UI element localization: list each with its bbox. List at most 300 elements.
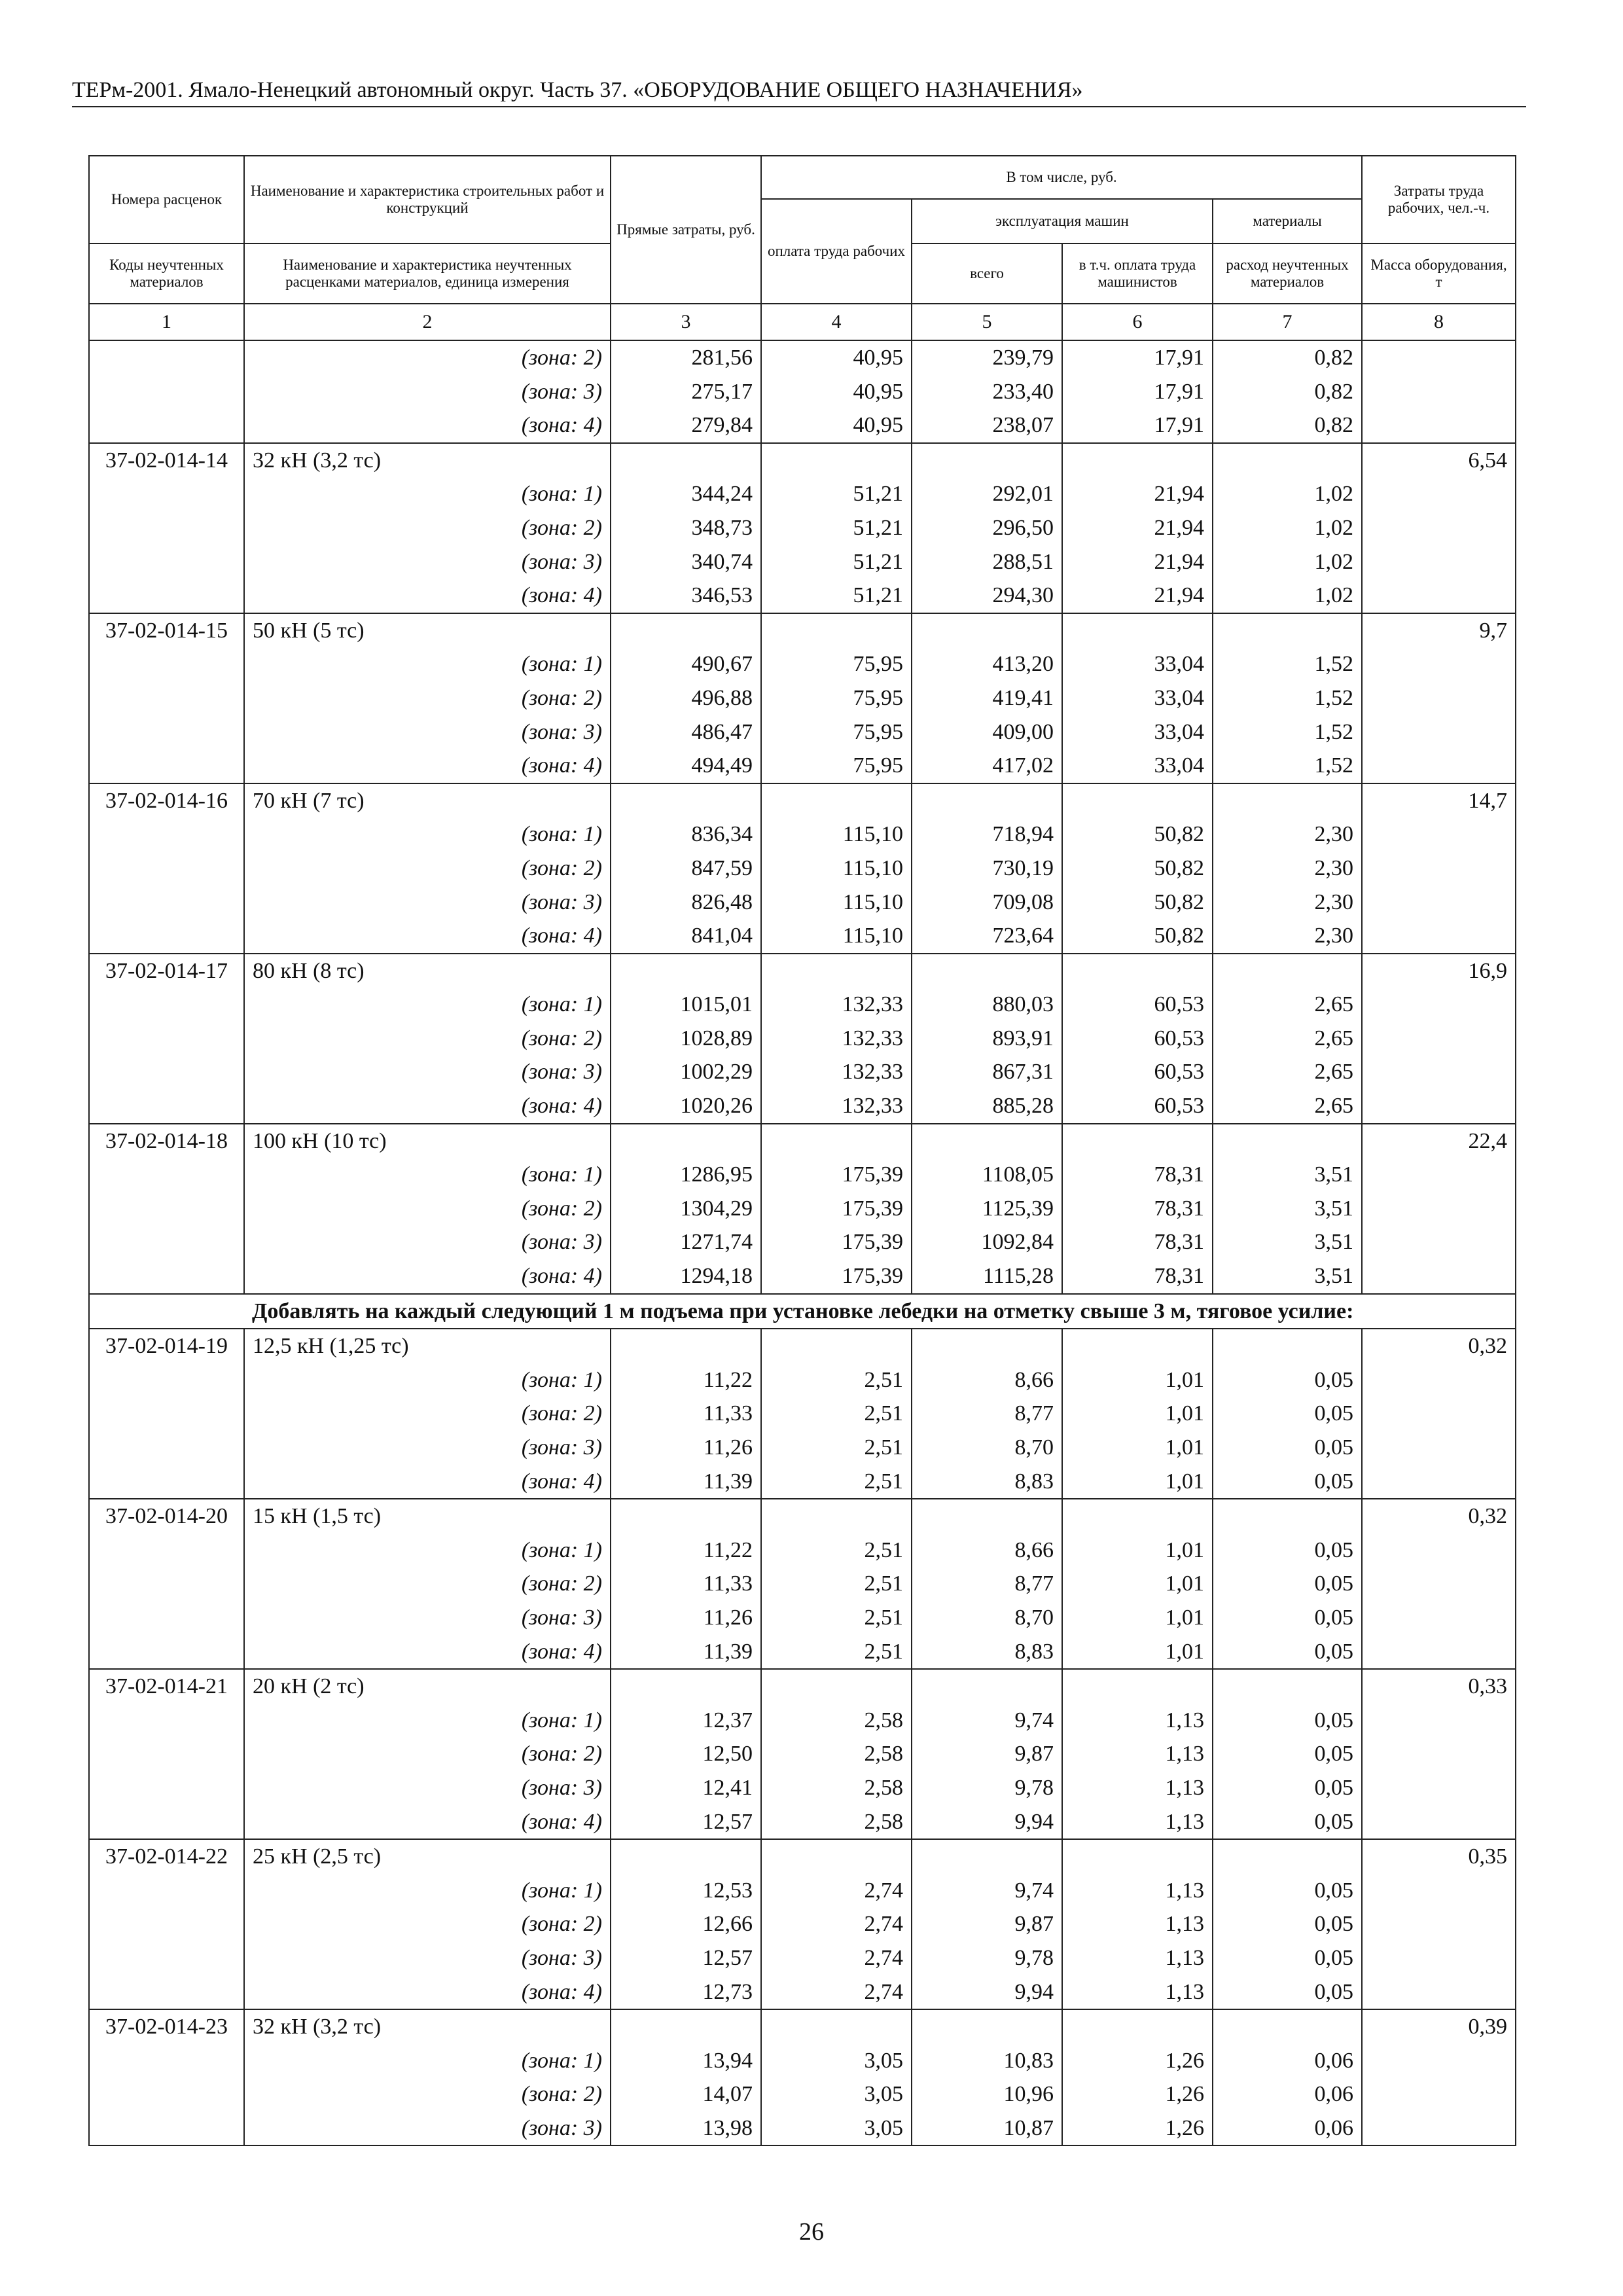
materials-cell: 3,51: [1213, 1192, 1362, 1226]
machines-total-cell: 8,70: [912, 1601, 1062, 1635]
empty-cell: [1362, 817, 1516, 852]
labor-pay-cell: 2,74: [761, 1975, 912, 2010]
empty-cell: [1062, 613, 1213, 648]
rate-name: 32 кН (3,2 тс): [244, 443, 611, 478]
zone-row: [89, 1158, 1516, 1192]
empty-cell: [761, 1329, 912, 1363]
zone-row: [89, 1567, 1516, 1601]
machinist-pay-cell: 21,94: [1062, 545, 1213, 579]
machines-total-cell: 8,66: [912, 1363, 1062, 1397]
zone-row: [89, 817, 1516, 852]
zone-label: (зона: 1): [244, 2044, 611, 2078]
empty-cell: [1362, 1907, 1516, 1941]
empty-cell: [1362, 647, 1516, 681]
machines-total-cell: 8,77: [912, 1567, 1062, 1601]
zone-row: [89, 477, 1516, 511]
zone-label: (зона: 1): [244, 1704, 611, 1738]
empty-cell: [1062, 783, 1213, 818]
direct-costs-cell: 340,74: [611, 545, 761, 579]
machines-total-cell: 9,74: [912, 1874, 1062, 1908]
zone-row: [89, 545, 1516, 579]
empty-cell: [1062, 443, 1213, 478]
empty-cell: [1062, 1329, 1213, 1363]
machinist-pay-cell: 21,94: [1062, 511, 1213, 545]
machines-total-cell: 885,28: [912, 1089, 1062, 1124]
labor-pay-cell: 115,10: [761, 919, 912, 954]
labor-pay-cell: 132,33: [761, 988, 912, 1022]
rate-name: 50 кН (5 тс): [244, 613, 611, 648]
zone-label: (зона: 4): [244, 1975, 611, 2010]
empty-cell: [1362, 681, 1516, 715]
empty-cell: [1362, 1089, 1516, 1124]
empty-cell: [89, 1534, 244, 1568]
zone-label: (зона: 1): [244, 817, 611, 852]
empty-cell: [912, 1329, 1062, 1363]
zone-label: (зона: 2): [244, 1397, 611, 1431]
col-number: 8: [1362, 304, 1516, 340]
direct-costs-cell: 12,57: [611, 1805, 761, 1840]
machinist-pay-cell: 1,13: [1062, 1975, 1213, 2010]
labor-pay-cell: 3,05: [761, 2077, 912, 2111]
machines-total-cell: 288,51: [912, 545, 1062, 579]
rate-row: [89, 2009, 1516, 2044]
empty-cell: [89, 2077, 244, 2111]
empty-cell: [89, 1431, 244, 1465]
labor-pay-cell: 2,51: [761, 1465, 912, 1499]
machines-total-cell: 9,78: [912, 1941, 1062, 1975]
materials-cell: 3,51: [1213, 1259, 1362, 1294]
labor-pay-cell: 40,95: [761, 340, 912, 375]
empty-cell: [611, 1499, 761, 1534]
labor-pay-cell: 115,10: [761, 852, 912, 886]
empty-cell: [761, 1124, 912, 1158]
materials-cell: 1,52: [1213, 647, 1362, 681]
col-number: 1: [89, 304, 244, 340]
col-materials-header: материалы: [1213, 199, 1362, 243]
empty-cell: [89, 1805, 244, 1840]
empty-cell: [1362, 375, 1516, 409]
rate-row: [89, 443, 1516, 478]
zone-label: (зона: 2): [244, 852, 611, 886]
zone-label: (зона: 4): [244, 749, 611, 783]
zone-row: [89, 2111, 1516, 2146]
machinist-pay-cell: 33,04: [1062, 715, 1213, 749]
empty-cell: [1362, 1397, 1516, 1431]
empty-cell: [89, 1601, 244, 1635]
labor-pay-cell: 40,95: [761, 375, 912, 409]
zone-label: (зона: 3): [244, 1055, 611, 1089]
empty-cell: [1362, 1225, 1516, 1259]
col-machines-header: эксплуатация машин: [912, 199, 1213, 243]
zone-row: [89, 1534, 1516, 1568]
rate-code: 37-02-014-14: [89, 443, 244, 478]
empty-cell: [89, 2111, 244, 2146]
labor-cost-cell: 0,35: [1362, 1839, 1516, 1874]
empty-cell: [89, 1225, 244, 1259]
machines-total-cell: 723,64: [912, 919, 1062, 954]
materials-cell: 1,02: [1213, 545, 1362, 579]
machinist-pay-cell: 17,91: [1062, 375, 1213, 409]
machinist-pay-cell: 1,01: [1062, 1465, 1213, 1499]
col-number: 6: [1062, 304, 1213, 340]
machinist-pay-cell: 1,01: [1062, 1635, 1213, 1670]
empty-cell: [89, 1363, 244, 1397]
empty-cell: [1362, 1941, 1516, 1975]
zone-row: [89, 1874, 1516, 1908]
empty-cell: [89, 1941, 244, 1975]
rate-code: 37-02-014-22: [89, 1839, 244, 1874]
rate-row: [89, 1329, 1516, 1363]
empty-cell: [1362, 1158, 1516, 1192]
empty-cell: [761, 954, 912, 988]
empty-cell: [89, 375, 244, 409]
rate-row: [89, 1669, 1516, 1704]
direct-costs-cell: 12,73: [611, 1975, 761, 2010]
direct-costs-cell: 826,48: [611, 886, 761, 920]
rate-code: 37-02-014-18: [89, 1124, 244, 1158]
machinist-pay-cell: 1,13: [1062, 1805, 1213, 1840]
labor-pay-cell: 2,58: [761, 1737, 912, 1771]
machines-total-cell: 294,30: [912, 579, 1062, 613]
materials-cell: 0,05: [1213, 1601, 1362, 1635]
empty-cell: [89, 886, 244, 920]
materials-cell: 3,51: [1213, 1158, 1362, 1192]
machinist-pay-cell: 1,01: [1062, 1431, 1213, 1465]
labor-pay-cell: 2,51: [761, 1601, 912, 1635]
labor-cost-cell: 6,54: [1362, 443, 1516, 478]
zone-label: (зона: 4): [244, 1089, 611, 1124]
col-number: 7: [1213, 304, 1362, 340]
rate-name: 100 кН (10 тс): [244, 1124, 611, 1158]
zone-label: (зона: 1): [244, 647, 611, 681]
machines-total-cell: 10,87: [912, 2111, 1062, 2146]
empty-cell: [611, 443, 761, 478]
empty-cell: [1362, 715, 1516, 749]
machinist-pay-cell: 1,01: [1062, 1534, 1213, 1568]
zone-row: [89, 749, 1516, 783]
direct-costs-cell: 11,39: [611, 1465, 761, 1499]
zone-label: (зона: 4): [244, 579, 611, 613]
zone-row: [89, 408, 1516, 443]
machinist-pay-cell: 33,04: [1062, 647, 1213, 681]
empty-cell: [1362, 1567, 1516, 1601]
zone-label: (зона: 1): [244, 1534, 611, 1568]
empty-cell: [1362, 1771, 1516, 1805]
machinist-pay-cell: 78,31: [1062, 1158, 1213, 1192]
zone-row: [89, 1975, 1516, 2010]
empty-cell: [912, 783, 1062, 818]
empty-cell: [89, 1192, 244, 1226]
labor-pay-cell: 51,21: [761, 511, 912, 545]
labor-pay-cell: 132,33: [761, 1089, 912, 1124]
rate-code: 37-02-014-20: [89, 1499, 244, 1534]
machines-total-cell: 8,83: [912, 1465, 1062, 1499]
labor-pay-cell: 75,95: [761, 681, 912, 715]
empty-cell: [1362, 579, 1516, 613]
machinist-pay-cell: 50,82: [1062, 919, 1213, 954]
zone-row: [89, 1055, 1516, 1089]
col-number: 3: [611, 304, 761, 340]
empty-cell: [1213, 783, 1362, 818]
direct-costs-cell: 1015,01: [611, 988, 761, 1022]
empty-cell: [1362, 988, 1516, 1022]
rate-name: 70 кН (7 тс): [244, 783, 611, 818]
zone-row: [89, 1225, 1516, 1259]
materials-cell: 0,05: [1213, 1941, 1362, 1975]
machinist-pay-cell: 21,94: [1062, 477, 1213, 511]
rate-code: 37-02-014-23: [89, 2009, 244, 2044]
empty-cell: [89, 1259, 244, 1294]
labor-cost-cell: 0,33: [1362, 1669, 1516, 1704]
col-direct-costs-header: Прямые затраты, руб.: [611, 156, 761, 304]
machinist-pay-cell: 33,04: [1062, 681, 1213, 715]
rate-row: [89, 613, 1516, 648]
zone-row: [89, 681, 1516, 715]
zone-row: [89, 1601, 1516, 1635]
materials-cell: 0,06: [1213, 2111, 1362, 2146]
machinist-pay-cell: 1,13: [1062, 1907, 1213, 1941]
labor-pay-cell: 2,58: [761, 1805, 912, 1840]
materials-cell: 0,05: [1213, 1363, 1362, 1397]
materials-cell: 2,30: [1213, 886, 1362, 920]
zone-row: [89, 1397, 1516, 1431]
zone-row: [89, 1941, 1516, 1975]
empty-cell: [611, 954, 761, 988]
machines-total-cell: 413,20: [912, 647, 1062, 681]
direct-costs-cell: 344,24: [611, 477, 761, 511]
materials-cell: 2,65: [1213, 988, 1362, 1022]
direct-costs-cell: 11,33: [611, 1567, 761, 1601]
machines-total-cell: 1115,28: [912, 1259, 1062, 1294]
materials-cell: 0,05: [1213, 1635, 1362, 1670]
empty-cell: [1362, 340, 1516, 375]
empty-cell: [912, 613, 1062, 648]
labor-pay-cell: 175,39: [761, 1192, 912, 1226]
materials-cell: 2,30: [1213, 817, 1362, 852]
direct-costs-cell: 1294,18: [611, 1259, 761, 1294]
zone-row: [89, 1192, 1516, 1226]
empty-cell: [912, 1839, 1062, 1874]
empty-cell: [89, 749, 244, 783]
machines-total-cell: 718,94: [912, 817, 1062, 852]
direct-costs-cell: 11,26: [611, 1431, 761, 1465]
labor-pay-cell: 115,10: [761, 817, 912, 852]
empty-cell: [89, 1704, 244, 1738]
direct-costs-cell: 346,53: [611, 579, 761, 613]
labor-pay-cell: 132,33: [761, 1055, 912, 1089]
direct-costs-cell: 1286,95: [611, 1158, 761, 1192]
empty-cell: [89, 1055, 244, 1089]
materials-cell: 0,05: [1213, 1534, 1362, 1568]
labor-cost-cell: 9,7: [1362, 613, 1516, 648]
machines-total-cell: 9,74: [912, 1704, 1062, 1738]
direct-costs-cell: 11,26: [611, 1601, 761, 1635]
empty-cell: [611, 2009, 761, 2044]
machines-total-cell: 292,01: [912, 477, 1062, 511]
empty-cell: [1362, 408, 1516, 443]
empty-cell: [1213, 1669, 1362, 1704]
machinist-pay-cell: 33,04: [1062, 749, 1213, 783]
empty-cell: [1362, 511, 1516, 545]
empty-cell: [761, 2009, 912, 2044]
empty-cell: [912, 1124, 1062, 1158]
materials-cell: 1,52: [1213, 749, 1362, 783]
rate-name: 12,5 кН (1,25 тс): [244, 1329, 611, 1363]
machinist-pay-cell: 78,31: [1062, 1192, 1213, 1226]
materials-cell: 1,02: [1213, 477, 1362, 511]
labor-pay-cell: 51,21: [761, 579, 912, 613]
labor-pay-cell: 40,95: [761, 408, 912, 443]
col-labor-costs-header: Затраты труда рабочих, чел.-ч.: [1362, 156, 1516, 243]
col-machinist-pay-header: в т.ч. оплата труда машинистов: [1062, 243, 1213, 304]
direct-costs-cell: 847,59: [611, 852, 761, 886]
empty-cell: [1362, 1363, 1516, 1397]
zone-row: [89, 375, 1516, 409]
empty-cell: [912, 443, 1062, 478]
empty-cell: [89, 511, 244, 545]
machines-total-cell: 8,70: [912, 1431, 1062, 1465]
materials-cell: 0,06: [1213, 2044, 1362, 2078]
empty-cell: [89, 1294, 244, 1329]
direct-costs-cell: 279,84: [611, 408, 761, 443]
empty-cell: [89, 715, 244, 749]
empty-cell: [761, 1499, 912, 1534]
machines-total-cell: 239,79: [912, 340, 1062, 375]
materials-cell: 0,05: [1213, 1704, 1362, 1738]
labor-cost-cell: 16,9: [1362, 954, 1516, 988]
direct-costs-cell: 1304,29: [611, 1192, 761, 1226]
zone-row: [89, 579, 1516, 613]
empty-cell: [1213, 613, 1362, 648]
zone-row: [89, 852, 1516, 886]
materials-cell: 0,05: [1213, 1975, 1362, 2010]
materials-cell: 0,05: [1213, 1771, 1362, 1805]
zone-row: [89, 1704, 1516, 1738]
machines-total-cell: 9,87: [912, 1737, 1062, 1771]
empty-cell: [611, 1669, 761, 1704]
col-unaccounted-names-header: Наименование и характеристика неучтенных расценками материалов, единица измерения: [244, 243, 611, 304]
materials-cell: 0,82: [1213, 375, 1362, 409]
labor-pay-cell: 2,74: [761, 1874, 912, 1908]
rates-body: [89, 340, 1516, 2145]
col-machines-total-header: всего: [912, 243, 1062, 304]
zone-row: [89, 1431, 1516, 1465]
empty-cell: [1213, 443, 1362, 478]
machines-total-cell: 296,50: [912, 511, 1062, 545]
empty-cell: [912, 1499, 1062, 1534]
materials-cell: 1,02: [1213, 511, 1362, 545]
empty-cell: [1213, 1499, 1362, 1534]
materials-cell: 0,05: [1213, 1431, 1362, 1465]
zone-label: (зона: 3): [244, 1431, 611, 1465]
empty-cell: [1362, 1431, 1516, 1465]
zone-label: (зона: 3): [244, 2111, 611, 2146]
rate-code: 37-02-014-21: [89, 1669, 244, 1704]
zone-row: [89, 1635, 1516, 1670]
empty-cell: [1362, 1975, 1516, 2010]
empty-cell: [1362, 1704, 1516, 1738]
labor-pay-cell: 3,05: [761, 2111, 912, 2146]
col-number: 5: [912, 304, 1062, 340]
empty-cell: [89, 1397, 244, 1431]
empty-cell: [611, 1124, 761, 1158]
rates-table: [88, 155, 1516, 2146]
materials-cell: 0,05: [1213, 1907, 1362, 1941]
materials-cell: 3,51: [1213, 1225, 1362, 1259]
machinist-pay-cell: 1,13: [1062, 1704, 1213, 1738]
machinist-pay-cell: 17,91: [1062, 340, 1213, 375]
materials-cell: 2,30: [1213, 919, 1362, 954]
zone-label: (зона: 2): [244, 340, 611, 375]
labor-pay-cell: 2,74: [761, 1907, 912, 1941]
empty-cell: [89, 1158, 244, 1192]
rate-name: 20 кН (2 тс): [244, 1669, 611, 1704]
empty-cell: [89, 1907, 244, 1941]
machinist-pay-cell: 50,82: [1062, 817, 1213, 852]
labor-pay-cell: 2,51: [761, 1397, 912, 1431]
zone-label: (зона: 2): [244, 511, 611, 545]
labor-cost-cell: 0,32: [1362, 1499, 1516, 1534]
zone-row: [89, 1022, 1516, 1056]
direct-costs-cell: 494,49: [611, 749, 761, 783]
zone-label: (зона: 1): [244, 1363, 611, 1397]
materials-cell: 0,82: [1213, 408, 1362, 443]
machinist-pay-cell: 50,82: [1062, 852, 1213, 886]
zone-label: (зона: 2): [244, 1022, 611, 1056]
machinist-pay-cell: 1,13: [1062, 1737, 1213, 1771]
direct-costs-cell: 11,33: [611, 1397, 761, 1431]
zone-label: (зона: 1): [244, 477, 611, 511]
machinist-pay-cell: 60,53: [1062, 1022, 1213, 1056]
labor-pay-cell: 175,39: [761, 1225, 912, 1259]
rate-name: 32 кН (3,2 тс): [244, 2009, 611, 2044]
rate-name: 25 кН (2,5 тс): [244, 1839, 611, 1874]
zone-label: (зона: 2): [244, 1567, 611, 1601]
labor-cost-cell: 14,7: [1362, 783, 1516, 818]
labor-pay-cell: 175,39: [761, 1158, 912, 1192]
direct-costs-cell: 13,98: [611, 2111, 761, 2146]
zone-row: [89, 1259, 1516, 1294]
empty-cell: [912, 2009, 1062, 2044]
empty-cell: [1362, 886, 1516, 920]
rate-name: 15 кН (1,5 тс): [244, 1499, 611, 1534]
machinist-pay-cell: 78,31: [1062, 1259, 1213, 1294]
empty-cell: [611, 783, 761, 818]
machines-total-cell: 10,83: [912, 2044, 1062, 2078]
direct-costs-cell: 1002,29: [611, 1055, 761, 1089]
empty-cell: [89, 1874, 244, 1908]
zone-row: [89, 511, 1516, 545]
empty-cell: [1362, 919, 1516, 954]
zone-label: (зона: 4): [244, 1805, 611, 1840]
col-equipment-mass-header: Масса оборудования, т: [1362, 243, 1516, 304]
empty-cell: [1362, 749, 1516, 783]
labor-cost-cell: 22,4: [1362, 1124, 1516, 1158]
zone-label: (зона: 4): [244, 408, 611, 443]
empty-cell: [89, 817, 244, 852]
materials-cell: 1,52: [1213, 681, 1362, 715]
empty-cell: [89, 1635, 244, 1670]
header-rule: [72, 106, 1526, 107]
empty-cell: [611, 1839, 761, 1874]
empty-cell: [89, 579, 244, 613]
empty-cell: [89, 852, 244, 886]
machines-total-cell: 893,91: [912, 1022, 1062, 1056]
empty-cell: [1362, 1737, 1516, 1771]
machines-total-cell: 9,87: [912, 1907, 1062, 1941]
machines-total-cell: 1108,05: [912, 1158, 1062, 1192]
materials-cell: 0,05: [1213, 1874, 1362, 1908]
